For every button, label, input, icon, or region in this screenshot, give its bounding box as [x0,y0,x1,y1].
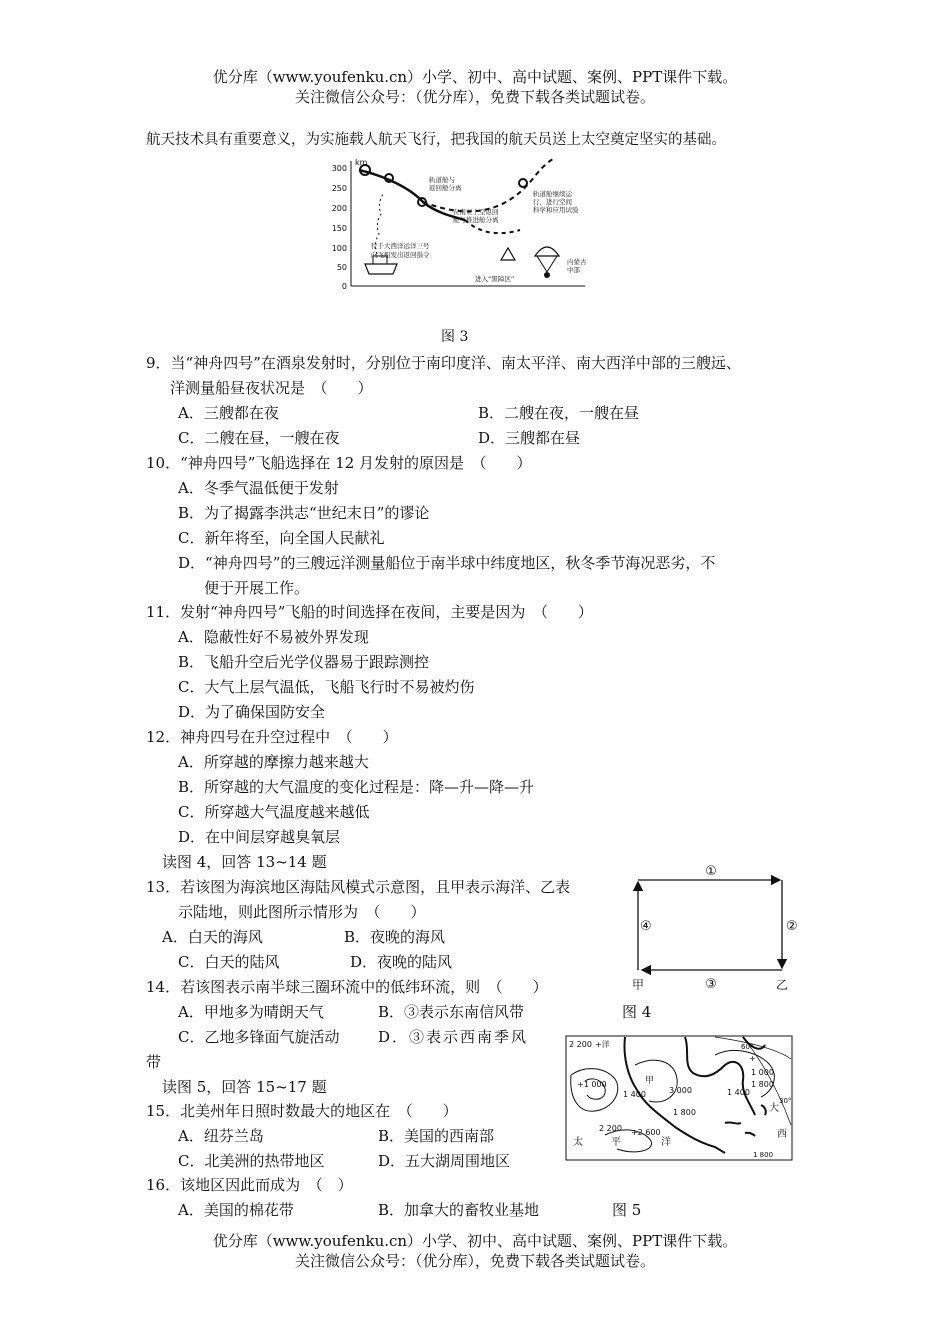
fig3-ytick: 0 [341,282,347,291]
fig5-label: 30° [779,1097,792,1105]
q11-option-d: D．为了确保国防安全 [178,703,326,721]
figure-3-spacecraft-trajectory [325,156,590,291]
fig5-label: +1 000 [577,1080,607,1089]
figure-5-sunshine-map [565,1035,793,1161]
figure-4-caption: 图 4 [622,1003,652,1021]
q12-stem: 12．神舟四号在升空过程中 （ ） [146,728,398,746]
fig4-label-4: ④ [640,919,652,934]
q16-option-b: B．加拿大的畜牧业基地 [378,1201,540,1219]
header-line-2: 关注微信公众号：（优分库），免费下载各类试题试卷。 [294,88,655,106]
fig5-label: 甲 [645,1076,655,1086]
fig4-label-1: ① [705,864,717,879]
fig3-annotation: 轨道舱继续运行，进行空间科学和应用试验 [533,190,579,214]
q11-stem: 11．发射“神舟四号”飞船的时间选择在夜间，主要是因为 （ ） [146,603,593,621]
q14-option-d: D．③表示西南季风 [378,1028,529,1046]
fig3-annotation: 位于大西洋远洋三号向飞船发出返回指令 [371,242,430,259]
fig4-label-yi: 乙 [775,978,789,992]
q10-option-c: C．新年将至，向全国人民献礼 [178,529,385,547]
q13-option-c: C．白天的陆风 [178,953,280,971]
parachute-icon [535,247,559,278]
q11-option-a: A．隐蔽性好不易被外界发现 [178,628,369,646]
read-figure-5: 读图 5，回答 15~17 题 [162,1078,327,1096]
q13-option-a: A．白天的海风 [162,928,263,946]
q15-stem: 15．北美州年日照时数最大的地区在 （ ） [146,1102,458,1120]
ship-icon [365,194,397,274]
intro-text: 航天技术具有重要意义，为实施载人航天飞行，把我国的航天员送上太空奠定坚实的基础。 [146,132,726,148]
q10-option-b: B．为了揭露李洪志“世纪末日”的谬论 [178,504,430,522]
q12-option-a: A．所穿越的摩擦力越来越大 [178,753,369,771]
footer-line-1: 优分库（www.youfenku.cn）小学、初中、高中试题、案例、PPT课件下载。 [212,1232,738,1250]
figure-3-caption: 图 3 [441,329,469,345]
q15-option-b: B．美国的西南部 [378,1127,495,1145]
q13-option-d: D．夜晚的陆风 [350,953,453,971]
q14-stem: 14．若该图表示南半球三圈环流中的低纬环流，则 （ ） [146,978,548,996]
q13-stem: 13．若该图为海滨地区海陆风模式示意图，且甲表示海洋、乙表 [146,878,571,896]
fig3-ytick: 250 [331,184,347,193]
triangle-marker-icon [501,248,515,260]
fig5-label: 1 800 [751,1080,774,1089]
fig4-label-3: ③ [705,977,717,992]
footer-line-2: 关注微信公众号：（优分库），免费下载各类试题试卷。 [294,1252,655,1270]
q9-option-b: B．二艘在夜，一艘在昼 [478,404,640,422]
q14-option-c: C．乙地多锋面气旋活动 [178,1028,340,1046]
fig5-label: 太 [573,1137,583,1148]
q12-option-d: D．在中间层穿越臭氧层 [178,828,341,846]
q10-option-d-cont: 便于开展工作。 [204,579,310,597]
q15-option-a: A．纽芬兰岛 [178,1127,264,1145]
fig4-label-2: ② [786,919,798,934]
q10-option-a: A．冬季气温低便于发射 [178,479,339,497]
q15-option-d: D．五大湖周围地区 [378,1152,511,1170]
fig5-label: +2 600 [631,1128,661,1137]
q10-option-d: D．“神舟四号”的三艘远洋测量船位于南半球中纬度地区，秋冬季节海况恶劣，不 [178,554,716,572]
q11-option-b: B．飞船升空后光学仪器易于跟踪测控 [178,653,430,671]
fig5-label: 1 400 [727,1088,750,1097]
fig3-annotation: 在南亚上空返回舱与推进舱分离 [453,208,499,224]
q13-option-b: B．夜晚的海风 [344,928,446,946]
fig5-label: 3 000 [669,1086,692,1095]
fig3-capsule-mark [519,179,527,187]
fig5-label: 2 200 [569,1040,592,1049]
q10-stem: 10．“神舟四号”飞船选择在 12 月发射的原因是 （ ） [146,454,532,472]
q11-option-c: C．大气上层气温低，飞船飞行时不易被灼伤 [178,678,475,696]
q16-stem: 16．该地区因此而成为 （ ） [146,1176,353,1194]
q12-option-c: C．所穿越大气温度越来越低 [178,803,370,821]
figure-5-caption: 图 5 [612,1201,642,1219]
fig5-label: + [749,1054,756,1063]
q9-option-c: C．二艘在昼，一艘在夜 [178,429,340,447]
header-line-1: 优分库（www.youfenku.cn）小学、初中、高中试题、案例、PPT课件下载。 [212,68,738,86]
q9-stem: 9．当“神舟四号”在酒泉发射时，分别位于南印度洋、南太平洋、南大西洋中部的三艘远、 [146,354,741,372]
q12-option-b: B．所穿越的大气温度的变化过程是：降—升—降—升 [178,778,535,796]
fig5-label: 1 800 [753,1151,774,1159]
fig5-label: 洋 [661,1137,671,1148]
fig3-annotation: 进入“黑障区” [475,275,515,283]
q14-option-b: B．③表示东南信风带 [378,1003,525,1021]
q14-option-d-cont: 带 [146,1053,162,1071]
fig5-label: 平 [611,1137,621,1148]
q9-stem-cont: 洋测量船昼夜状况是 （ ） [170,379,373,397]
fig5-label: 1 400 [623,1090,646,1099]
q15-option-c: C．北美洲的热带地区 [178,1152,325,1170]
q13-stem-cont: 示陆地，则此图所示情形为 （ ） [178,903,426,921]
fig3-ytick: 200 [331,204,347,213]
fig3-annotation: 内蒙古中部 [567,258,587,274]
read-figure-4: 读图 4，回答 13~14 题 [162,853,327,871]
fig5-label: 60° [741,1043,754,1051]
fig3-ytick: 100 [331,244,347,253]
figure-4-circulation-diagram [628,860,800,994]
fig3-ytick: 150 [331,224,347,233]
fig3-ytick: 300 [331,164,347,173]
fig5-label: 1 000 [751,1068,774,1077]
fig5-label: 大 [769,1103,779,1114]
fig3-unit-label: km [355,158,368,167]
q9-option-a: A．三艘都在夜 [178,404,279,422]
fig5-label: 西 [777,1129,787,1140]
q14-option-a: A．甲地多为晴朗天气 [178,1003,324,1021]
fig3-ytick: 50 [336,263,347,272]
fig3-annotation: 轨道舱与返回舱分离 [429,176,462,192]
q9-option-d: D．三艘都在昼 [478,429,581,447]
fig5-label: 2 200 [599,1124,622,1133]
fig5-label: 1 800 [673,1108,696,1117]
fig5-label: +洋 [595,1040,610,1049]
fig4-label-jia: 甲 [631,978,645,992]
q16-option-a: A．美国的棉花带 [178,1201,294,1219]
